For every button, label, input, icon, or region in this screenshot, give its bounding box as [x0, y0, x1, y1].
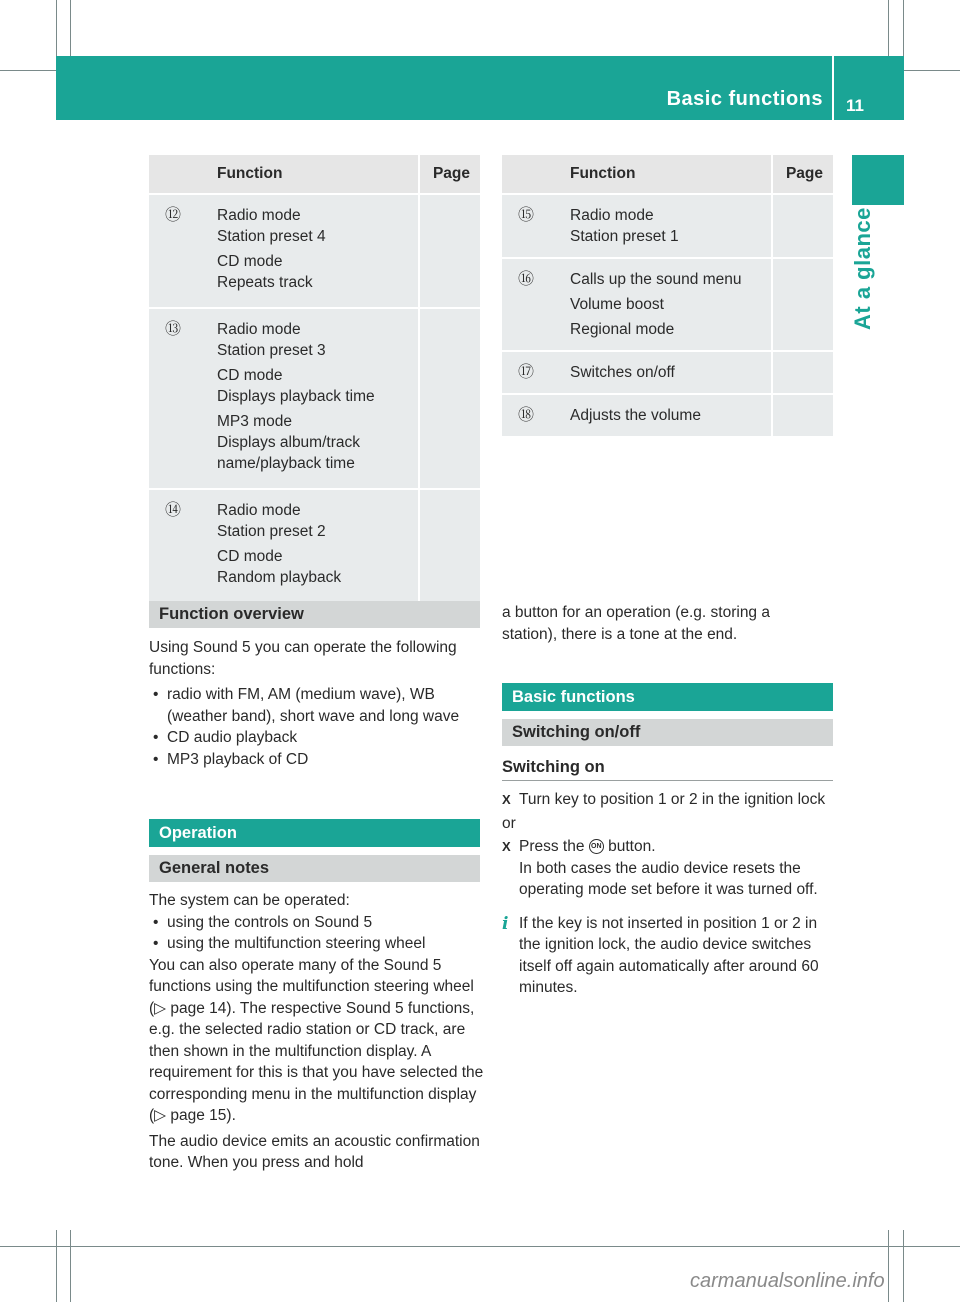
watermark: carmanualsonline.info [690, 1270, 885, 1292]
switching-heading: Switching on/off [502, 719, 833, 746]
header-divider [832, 56, 834, 120]
operation-para-1: You can also operate many of the Sound 5 functions using the multifunction steering wheel (▷ page 14). The respective Sound 5 functions, e.g. the selected radio station or CD track, are then shown in the multifunction display. A requirement for this is that you have selected the corresponding menu in the multifunction display (▷ page 15). [149, 956, 484, 1124]
list-item: • MP3 playback of CD [149, 749, 484, 771]
info-note [502, 913, 837, 999]
table-row [502, 393, 833, 436]
table-row [149, 193, 480, 307]
col-page-header: Page [771, 155, 833, 193]
page-cell [418, 193, 480, 307]
function-cell: Radio mode Station preset 4 CD mode Repeats track [207, 193, 418, 307]
page-cell [418, 488, 480, 602]
function-table-left [149, 155, 480, 602]
function-cell: Radio mode Station preset 2 CD mode Random playback [207, 488, 418, 602]
step-item [502, 836, 837, 901]
table-row [502, 193, 833, 257]
operation-para-2: The audio device emits an acoustic confirmation tone. When you press and hold [149, 1132, 480, 1171]
step-result: In both cases the audio device resets the operating mode set before it was turned off. [519, 859, 818, 898]
operation-heading: Operation [149, 819, 480, 847]
info-icon: i [502, 913, 509, 934]
list-item: • radio with FM, AM (medium wave), WB (weather band), short wave and long wave [149, 684, 484, 727]
step-arrow-icon: X [502, 839, 511, 854]
overview-intro: Using Sound 5 you can operate the following functions: [149, 639, 457, 678]
function-cell: Radio mode Station preset 3 CD mode Displays playback time MP3 mode Displays album/track name/playback time [207, 307, 418, 488]
crop-mark [888, 1230, 889, 1302]
list-item: • using the controls on Sound 5 [149, 912, 484, 934]
step-text: Turn key to position 1 or 2 in the ignition lock [519, 791, 826, 808]
function-table-right [502, 155, 833, 436]
side-tab-block [852, 155, 904, 205]
switching-on-title: Switching on [502, 758, 605, 776]
step-text: button. [608, 838, 656, 855]
section-title: Basic functions [666, 88, 823, 110]
function-cell: Calls up the sound menu Volume boost Regional mode [560, 257, 771, 350]
side-tab-label: At a glance [850, 207, 875, 330]
page-cell [418, 307, 480, 488]
function-overview-heading: Function overview [149, 601, 480, 628]
page-number: 11 [846, 96, 864, 115]
crop-mark [70, 1230, 71, 1302]
crop-mark [0, 1246, 960, 1247]
operation-details [149, 890, 484, 1178]
callout-number: ⑭ [149, 488, 207, 602]
crop-mark [56, 0, 57, 56]
operation-para-2-continued: a button for an operation (e.g. storing a station), there is a tone at the end. [502, 604, 770, 643]
step-item [502, 789, 837, 811]
col-page-header: Page [418, 155, 480, 193]
crop-mark [888, 0, 889, 56]
function-cell: Switches on/off [560, 350, 771, 393]
basic-functions-heading: Basic functions [502, 683, 833, 711]
table-row [149, 307, 480, 488]
function-cell: Radio mode Station preset 1 [560, 193, 771, 257]
page-cell [771, 257, 833, 350]
callout-number: ⑬ [149, 307, 207, 488]
table-row [149, 488, 480, 602]
power-button-icon: ON [589, 839, 604, 854]
callout-number: ⑰ [502, 350, 560, 393]
callout-number: ⑯ [502, 257, 560, 350]
info-text: If the key is not inserted in position 1 or 2 in the ignition lock, the audio device switches itself off again automatically after around 60 minutes. [519, 914, 819, 996]
crop-mark [903, 1230, 904, 1302]
col-number [502, 155, 560, 193]
crop-mark [70, 0, 71, 56]
crop-mark [903, 0, 904, 56]
page-cell [771, 393, 833, 436]
function-overview-body [149, 637, 484, 770]
list-item: • CD audio playback [149, 727, 484, 749]
step-text: Press the [519, 838, 585, 855]
operation-intro-line: The system can be operated: [149, 892, 350, 909]
function-cell: Adjusts the volume [560, 393, 771, 436]
col-function-header: Function [207, 155, 418, 193]
col-number [149, 155, 207, 193]
callout-number: ⑮ [502, 193, 560, 257]
switching-on-body [502, 789, 837, 999]
callout-number: ⑱ [502, 393, 560, 436]
general-notes-heading: General notes [149, 855, 480, 882]
divider [502, 780, 833, 781]
callout-number: ⑫ [149, 193, 207, 307]
list-item: • using the multifunction steering wheel [149, 933, 484, 955]
step-arrow-icon: X [502, 792, 511, 807]
page-cell [771, 350, 833, 393]
crop-mark [56, 1230, 57, 1302]
table-row [502, 350, 833, 393]
table-row [502, 257, 833, 350]
col-function-header: Function [560, 155, 771, 193]
page-cell [771, 193, 833, 257]
or-text: or [502, 814, 516, 832]
